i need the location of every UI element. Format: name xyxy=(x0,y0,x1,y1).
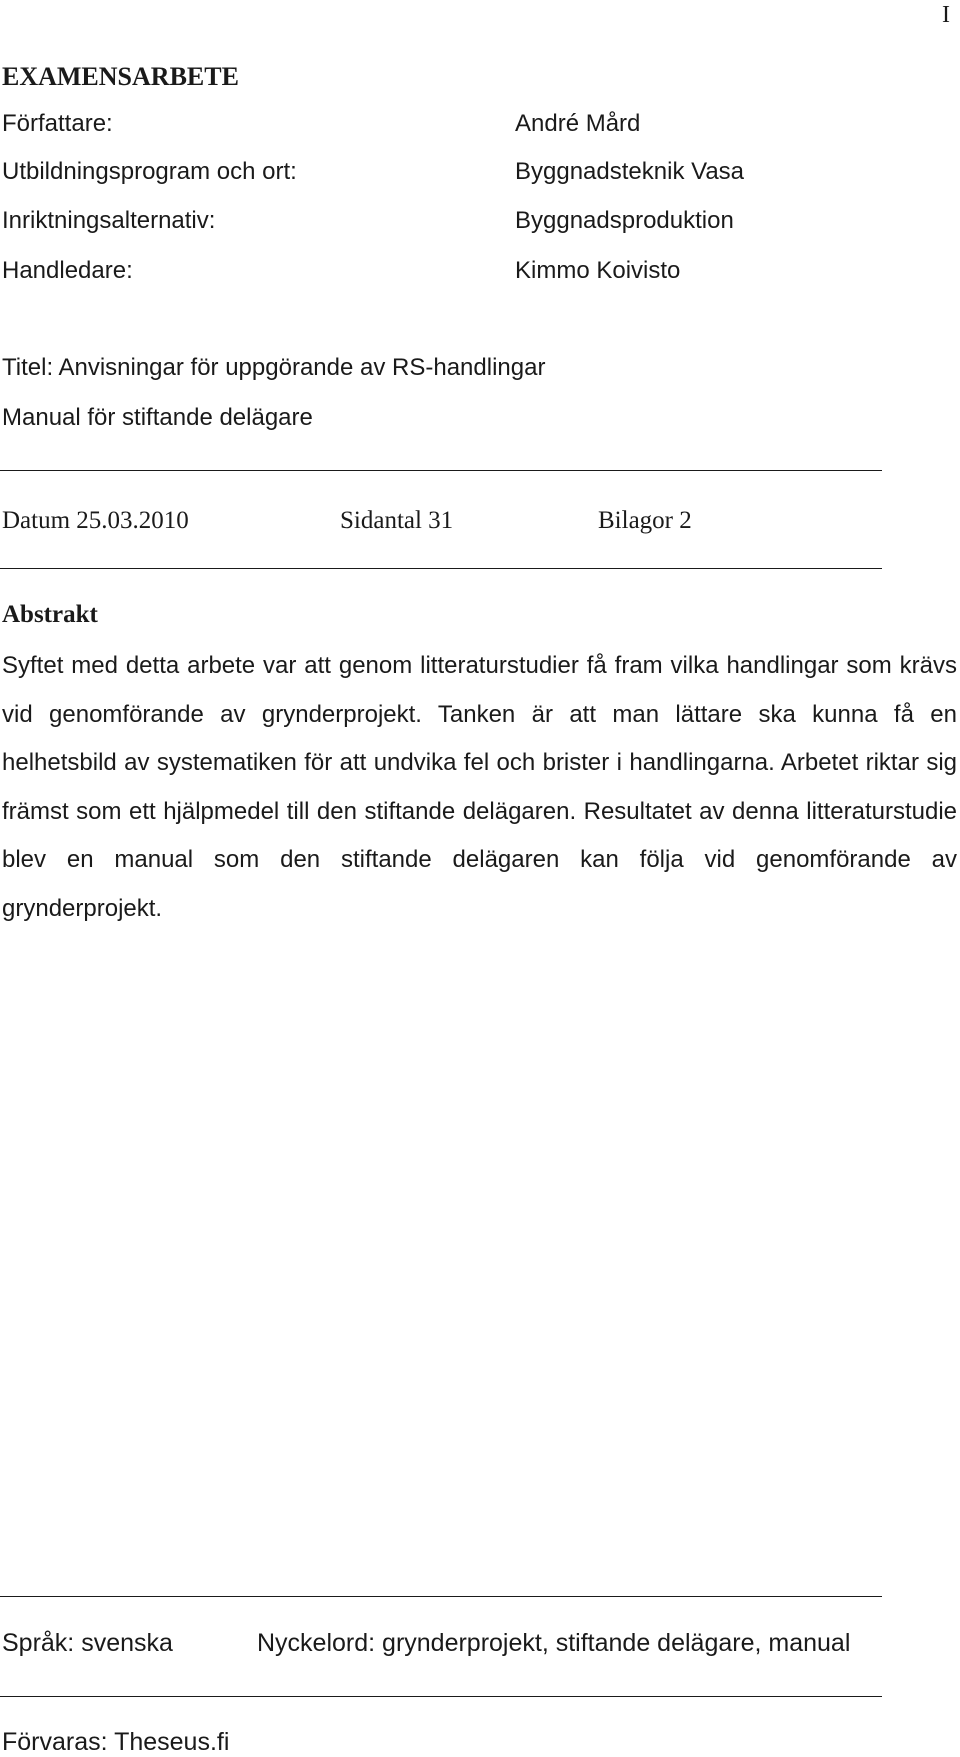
author-label: Författare: xyxy=(2,110,113,137)
language-text: Språk: svenska xyxy=(2,1629,173,1657)
storage-text: Förvaras: Theseus.fi xyxy=(2,1728,230,1756)
page-number: I xyxy=(942,2,950,28)
keywords-text: Nyckelord: grynderprojekt, stiftande delägare, manual xyxy=(257,1629,851,1657)
document-type-heading: EXAMENSARBETE xyxy=(2,62,239,91)
date-text: Datum 25.03.2010 xyxy=(2,507,189,534)
supervisor-value: Kimmo Koivisto xyxy=(515,257,681,284)
page-count-text: Sidantal 31 xyxy=(340,507,454,534)
divider xyxy=(0,1696,882,1697)
divider xyxy=(0,470,882,471)
thesis-subtitle: Manual för stiftande delägare xyxy=(2,404,313,431)
author-value: André Mård xyxy=(515,110,641,137)
supervisor-label: Handledare: xyxy=(2,257,133,284)
orientation-value: Byggnadsproduktion xyxy=(515,207,734,234)
orientation-label: Inriktningsalternativ: xyxy=(2,207,216,234)
thesis-title: Titel: Anvisningar för uppgörande av RS-handlingar xyxy=(2,354,546,381)
abstract-body: Syftet med detta arbete var att genom litteraturstudier få fram vilka handlingar som krävs vid genomförande av grynderprojekt. Tanken är att man lättare ska kunna få en helhetsbild av systematiken för att undvika fel och brister i handlingarna. Arbetet riktar sig främst som ett hjälpmedel till den stiftande delägaren. Resultatet av denna litteraturstudie blev en manual som den stiftande delägaren kan följa vid genomförande av grynderprojekt. xyxy=(2,652,957,922)
divider xyxy=(0,568,882,569)
program-label: Utbildningsprogram och ort: xyxy=(2,158,297,185)
divider xyxy=(0,1596,882,1597)
program-value: Byggnadsteknik Vasa xyxy=(515,158,745,185)
abstract-heading: Abstrakt xyxy=(2,601,98,628)
appendix-count-text: Bilagor 2 xyxy=(598,507,692,534)
